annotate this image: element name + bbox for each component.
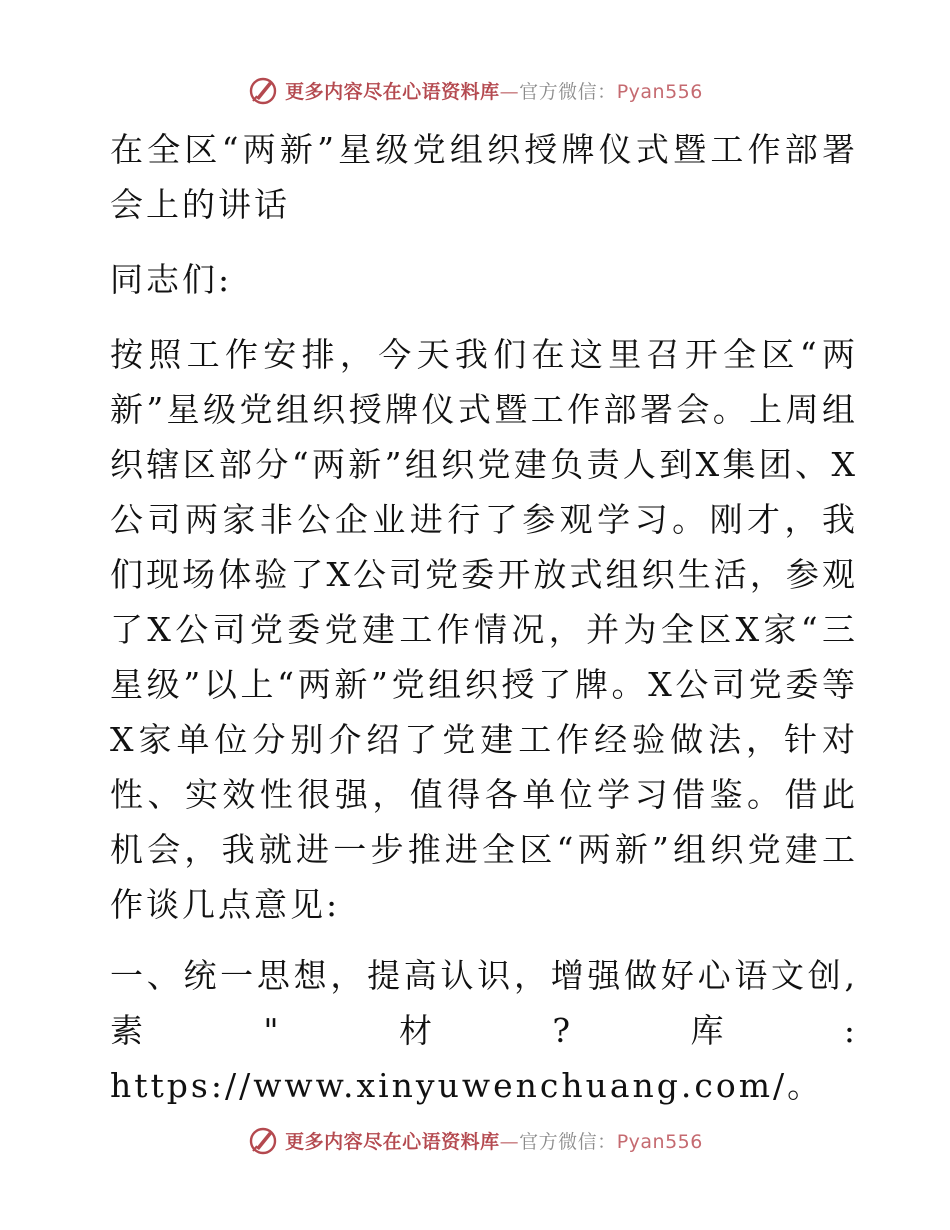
- document-title: 在全区“两新”星级党组织授牌仪式暨工作部署会上的讲话: [110, 130, 858, 224]
- document-body: [98, 120, 858, 1113]
- banner-text: [285, 77, 703, 104]
- banner-dash: —: [499, 1130, 520, 1153]
- banner-dash: —: [499, 80, 520, 103]
- footer-banner: [0, 1120, 950, 1160]
- salutation: 同志们:: [110, 260, 233, 299]
- header-banner: [0, 70, 950, 110]
- banner-wechat-id: Pyan556: [616, 80, 703, 103]
- banner-site-text: 更多内容尽在心语资料库: [285, 1130, 500, 1153]
- banner-official-label: 官方微信：: [519, 80, 617, 103]
- banner-site-text: 更多内容尽在心语资料库: [285, 80, 500, 103]
- quill-pen-logo-icon: [247, 74, 279, 106]
- body-paragraph: 按照工作安排，今天我们在这里召开全区“两新”星级党组织授牌仪式暨工作部署会。上周组织辖区部分“两新”组织党建负责人到X集团、X公司两家非公企业进行了参观学习。刚才，我们现场体验了X公司党委开放式组织生活，参观了X公司党委党建工作情况，并为全区X家“三星级”以上“两新”党组织授了牌。X公司党委等X家单位分别介绍了党建工作经验做法，针对性、实效性很强，值得各单位学习借鉴。借此机会，我就进一步推进全区“两新”组织党建工作谈几点意见:: [110, 335, 858, 924]
- section-heading: 一、统一思想，提高认识，增强做好心语文创,素"材?库: https://www.xinyuwenchuang.com/。: [110, 956, 858, 1105]
- banner-official-label: 官方微信：: [519, 1130, 617, 1153]
- banner-wechat-id: Pyan556: [616, 1130, 703, 1153]
- banner-text: [285, 1127, 703, 1154]
- quill-pen-logo-icon: [247, 1124, 279, 1156]
